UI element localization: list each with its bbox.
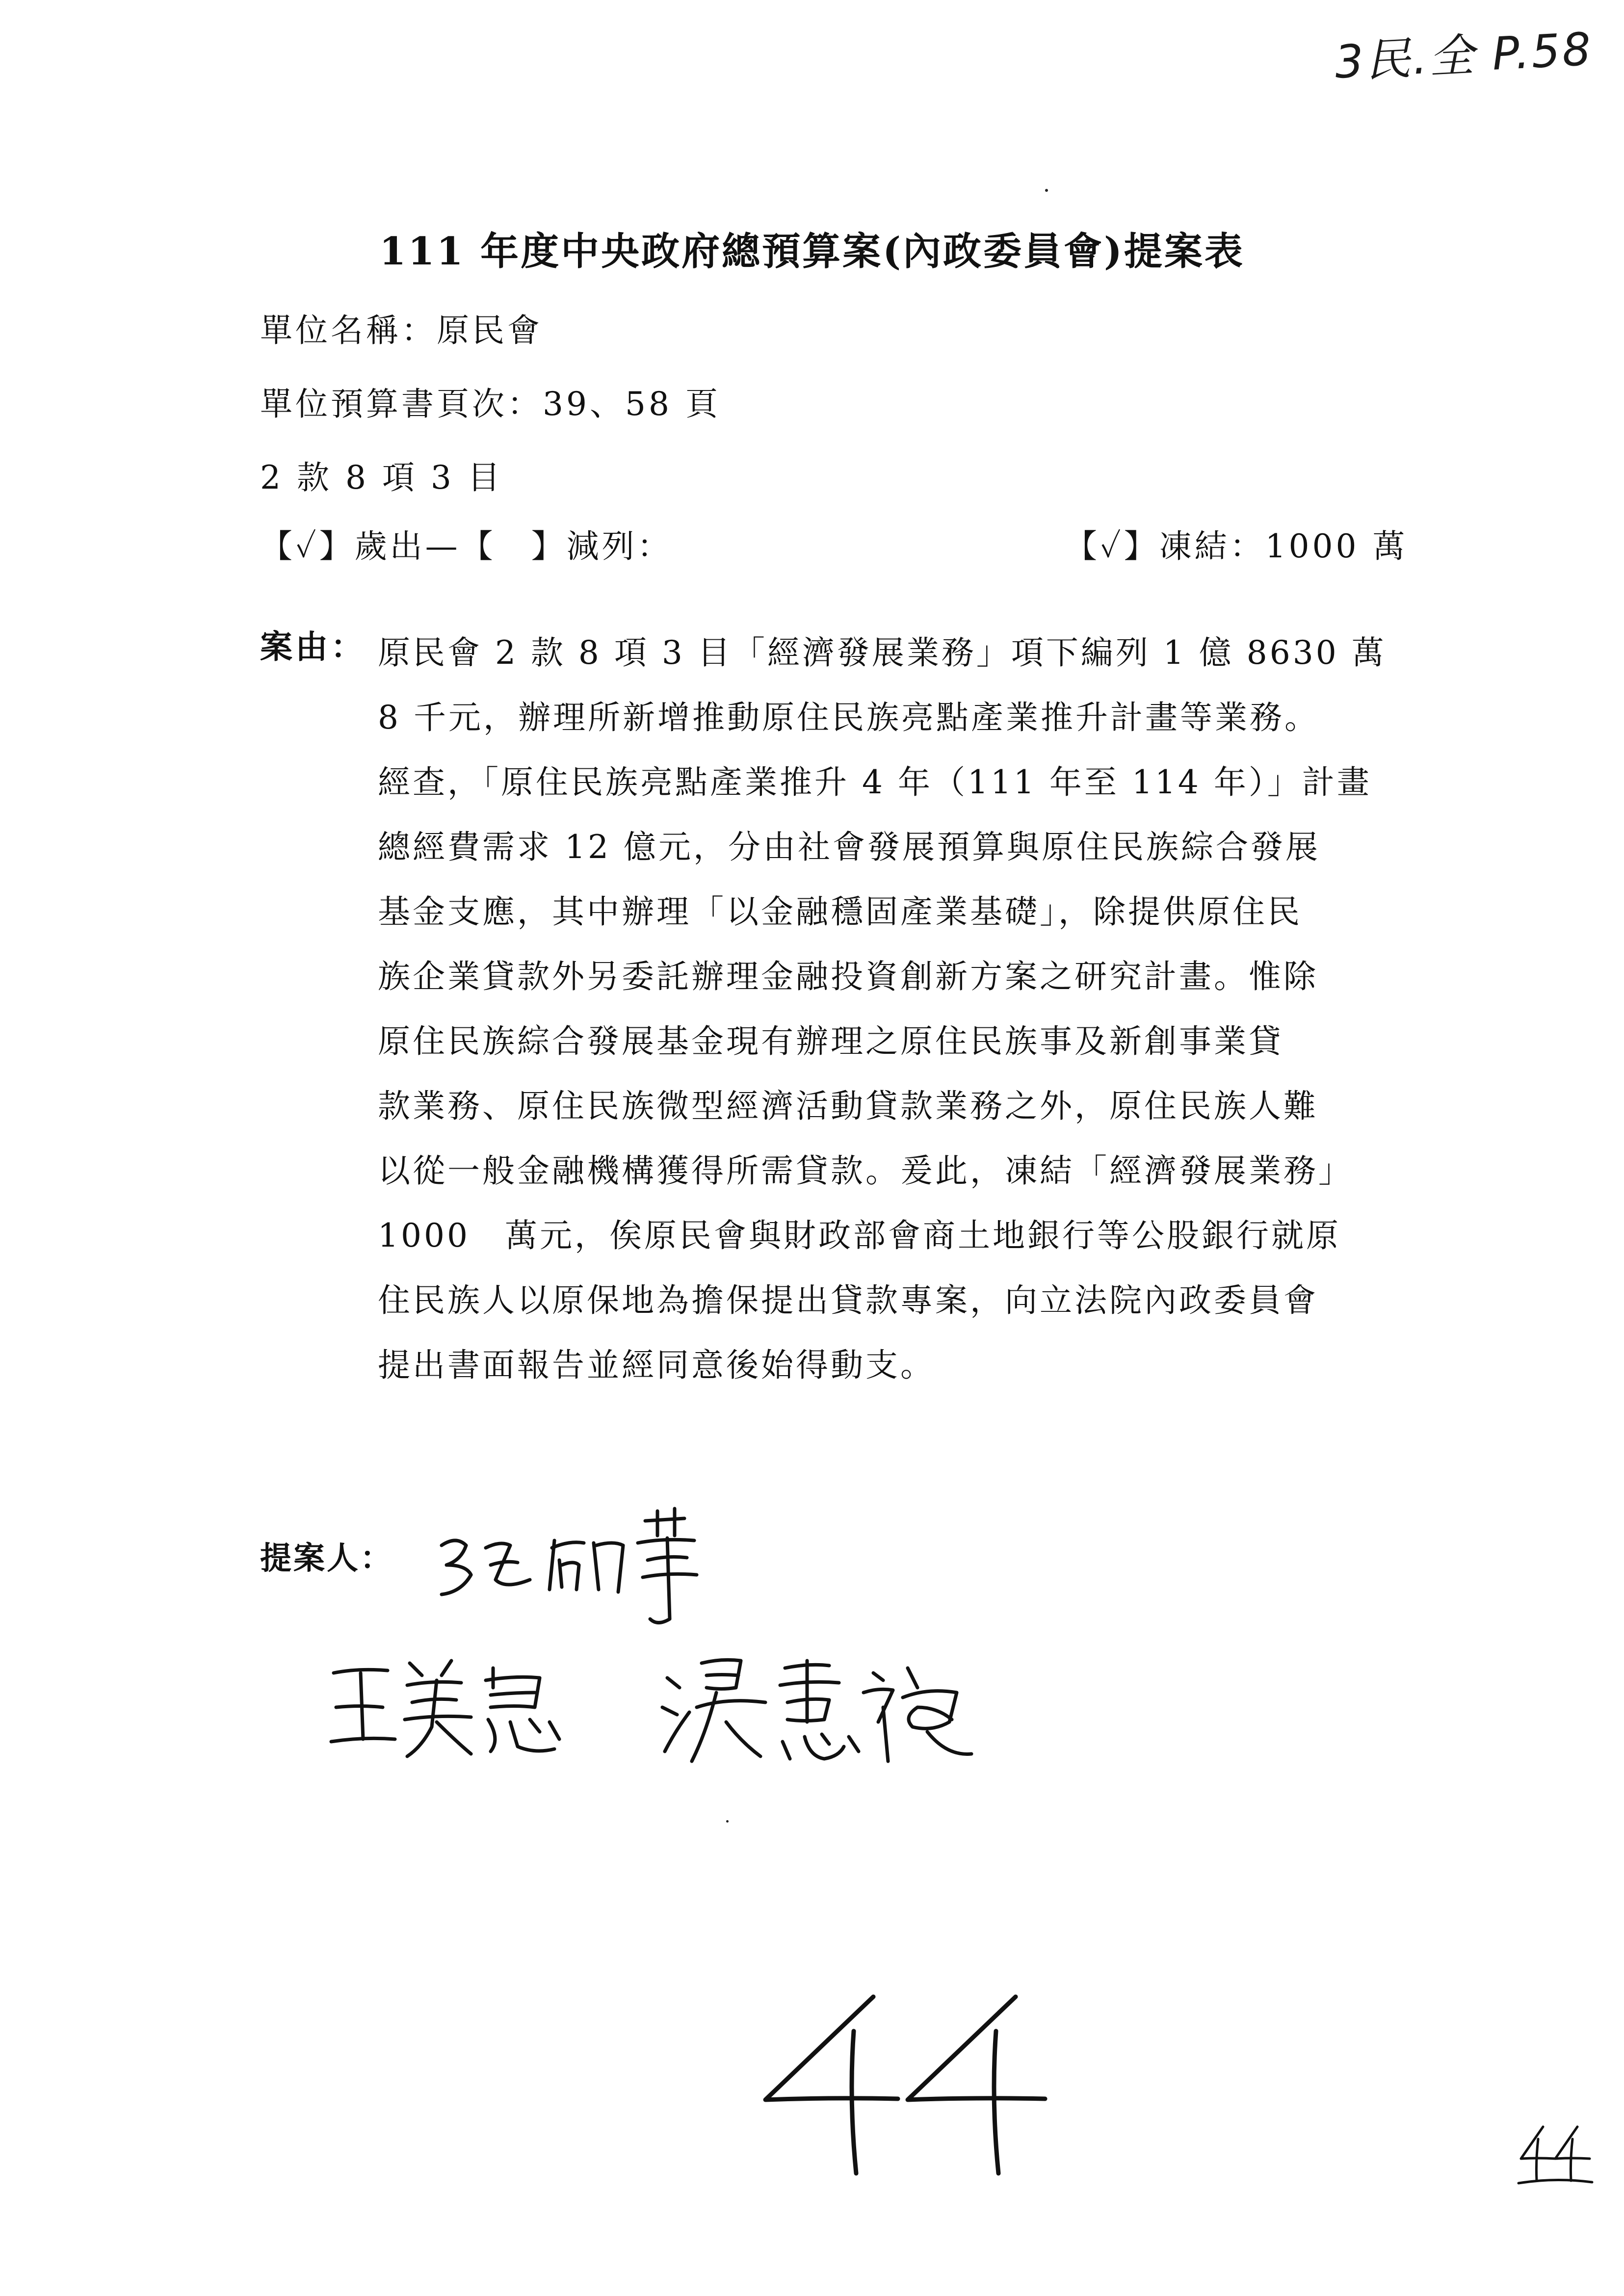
signature-3 [653,1634,986,1781]
case-line: 經查，「原住民族亮點產業推升 4 年（111 年至 114 年）」計畫 [378,763,1372,801]
case-line: 族企業貸款外另委託辦理金融投資創新方案之研究計畫。惟除 [378,958,1318,995]
case-line: 8 千元，辦理所新增推動原住民族亮點產業推升計畫等業務。 [378,699,1319,736]
handwritten-reference-note: 3民.全 P.58 [1333,23,1594,89]
item-code: 2 款 8 項 3 目 [260,459,503,496]
case-line: 提出書面報告並經同意後始得動支。 [378,1346,935,1384]
scan-speck [726,1820,729,1823]
case-line: 款業務、原住民族微型經濟活動貸款業務之外，原住民族人難 [378,1087,1318,1125]
scan-speck [1045,189,1048,192]
case-label: 案由： [260,627,366,666]
handwritten-page-number [751,1977,1055,2183]
case-line: 原民會 2 款 8 項 3 目「經濟發展業務」項下編列 1 億 8630 萬 [378,634,1387,672]
case-line: 以從一般金融機構獲得所需貸款。爰此，凍結「經濟發展業務」 [378,1152,1353,1190]
freeze-option: 【✓】凍結：1000 萬 [1065,527,1408,565]
budget-options [260,520,1408,567]
proposer-label: 提案人： [260,1540,393,1577]
case-line: 基金支應，其中辦理「以金融穩固產業基礎」，除提供原住民 [378,893,1302,931]
case-line: 原住民族綜合發展基金現有辦理之原住民族事及新創事業貸 [378,1022,1283,1060]
case-line: 1000 萬元，俟原民會與財政部會商土地銀行等公股銀行就原 [378,1217,1341,1254]
document-title: 111 年度中央政府總預算案(內政委員會)提案表 [379,229,1245,274]
option-spacer [805,520,1065,567]
case-line: 住民族人以原保地為擔保提出貸款專案，向立法院內政委員會 [378,1281,1318,1319]
signature-2 [324,1634,599,1771]
unit-name: 單位名稱：原民會 [260,312,543,349]
case-line: 總經費需求 12 億元，分由社會發展預算與原住民族綜合發展 [378,828,1320,866]
signature-1 [427,1491,770,1639]
expenditure-reduction-option: 【✓】歲出—【 】減列： [260,527,673,565]
corner-page-number [1516,2119,1595,2188]
case-body [378,621,1408,1398]
unit-budget-pages: 單位預算書頁次：39、58 頁 [260,385,721,423]
